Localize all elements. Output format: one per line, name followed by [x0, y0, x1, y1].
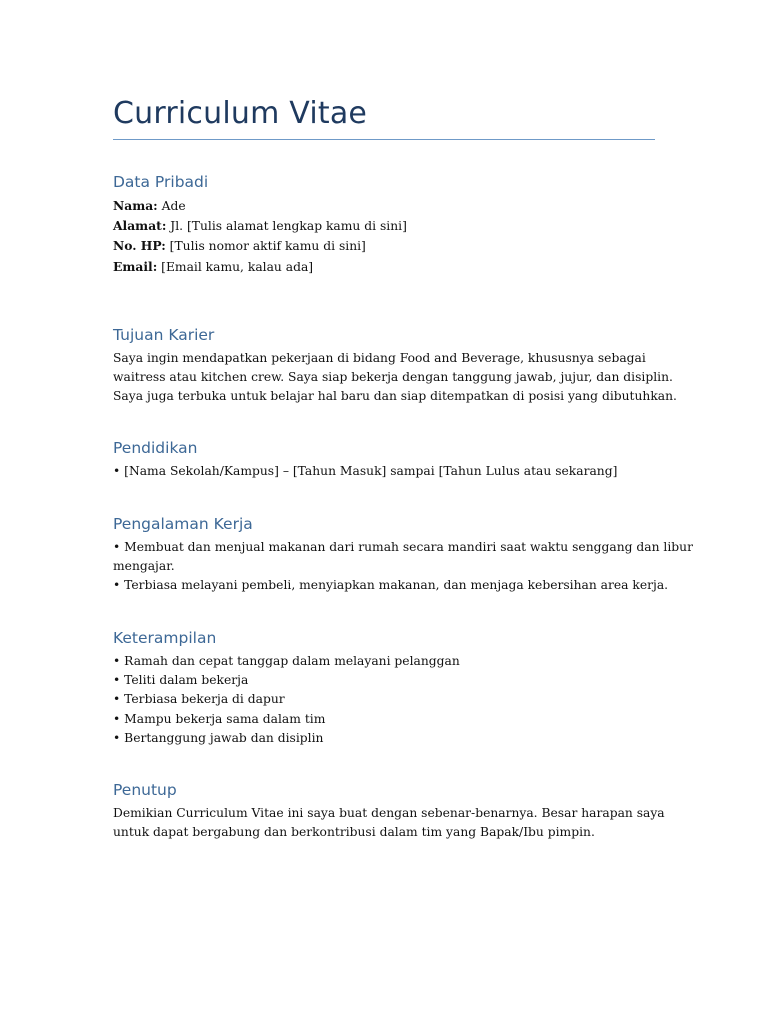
- field-alamat: [113, 216, 655, 236]
- section-pendidikan: [113, 438, 655, 481]
- section-pengalaman-kerja: [113, 514, 693, 596]
- paragraph-line: Saya ingin mendapatkan pekerjaan di bidang Food and Beverage, khususnya sebagai: [113, 351, 646, 365]
- field-no-hp: [113, 236, 655, 256]
- list-item: • Membuat dan menjual makanan dari rumah secara mandiri saat waktu senggang dan libur: [113, 540, 693, 554]
- paragraph-line: Saya juga terbuka untuk belajar hal baru dan siap ditempatkan di posisi yang dibutuhkan.: [113, 389, 677, 404]
- list-item: • Mampu bekerja sama dalam tim: [113, 711, 326, 726]
- field-nama: [113, 196, 655, 216]
- list-item: • Terbiasa melayani pembeli, menyiapkan makanan, dan menjaga kebersihan area kerja.: [113, 578, 669, 593]
- paragraph-line: untuk dapat bergabung dan berkontribusi dalam tim yang Bapak/Ibu pimpin.: [113, 825, 595, 840]
- field-value: [Tulis nomor aktif kamu di sini]: [165, 239, 366, 254]
- document-title: Curriculum Vitae: [113, 96, 368, 131]
- title-divider: [113, 139, 655, 140]
- list-item: • Terbiasa bekerja di dapur: [113, 692, 285, 707]
- section-heading-pengalaman-kerja: Pengalaman Kerja: [113, 515, 253, 533]
- section-heading-pendidikan: Pendidikan: [113, 439, 198, 457]
- paragraph-line: Demikian Curriculum Vitae ini saya buat dengan sebenar-benarnya. Besar harapan saya: [113, 806, 665, 820]
- list-item-continuation: mengajar.: [113, 559, 175, 574]
- field-value: [Email kamu, kalau ada]: [157, 259, 314, 274]
- section-tujuan-karier: [113, 325, 677, 407]
- section-keterampilan: [113, 628, 655, 748]
- section-heading-data-pribadi: Data Pribadi: [113, 173, 209, 191]
- field-label: Nama:: [113, 198, 158, 213]
- field-value: Jl. [Tulis alamat lengkap kamu di sini]: [166, 219, 407, 234]
- field-email: [113, 257, 655, 277]
- list-item: • Ramah dan cepat tanggap dalam melayani pelanggan: [113, 654, 460, 668]
- field-label: Email:: [113, 258, 158, 274]
- section-penutup: [113, 780, 665, 842]
- field-label: Alamat:: [113, 218, 167, 234]
- field-value: Ade: [157, 199, 186, 213]
- paragraph-line: waitress atau kitchen crew. Saya siap bekerja dengan tanggung jawab, jujur, dan disiplin.: [113, 370, 673, 385]
- list-item: • [Nama Sekolah/Kampus] – [Tahun Masuk] sampai [Tahun Lulus atau sekarang]: [113, 464, 618, 478]
- section-data-pribadi: [113, 172, 655, 277]
- section-heading-keterampilan: Keterampilan: [113, 629, 217, 647]
- section-heading-tujuan-karier: Tujuan Karier: [113, 326, 215, 344]
- list-item: • Teliti dalam bekerja: [113, 673, 249, 688]
- list-item: • Bertanggung jawab dan disiplin: [113, 730, 324, 745]
- field-label: No. HP:: [113, 238, 166, 254]
- section-heading-penutup: Penutup: [113, 781, 177, 799]
